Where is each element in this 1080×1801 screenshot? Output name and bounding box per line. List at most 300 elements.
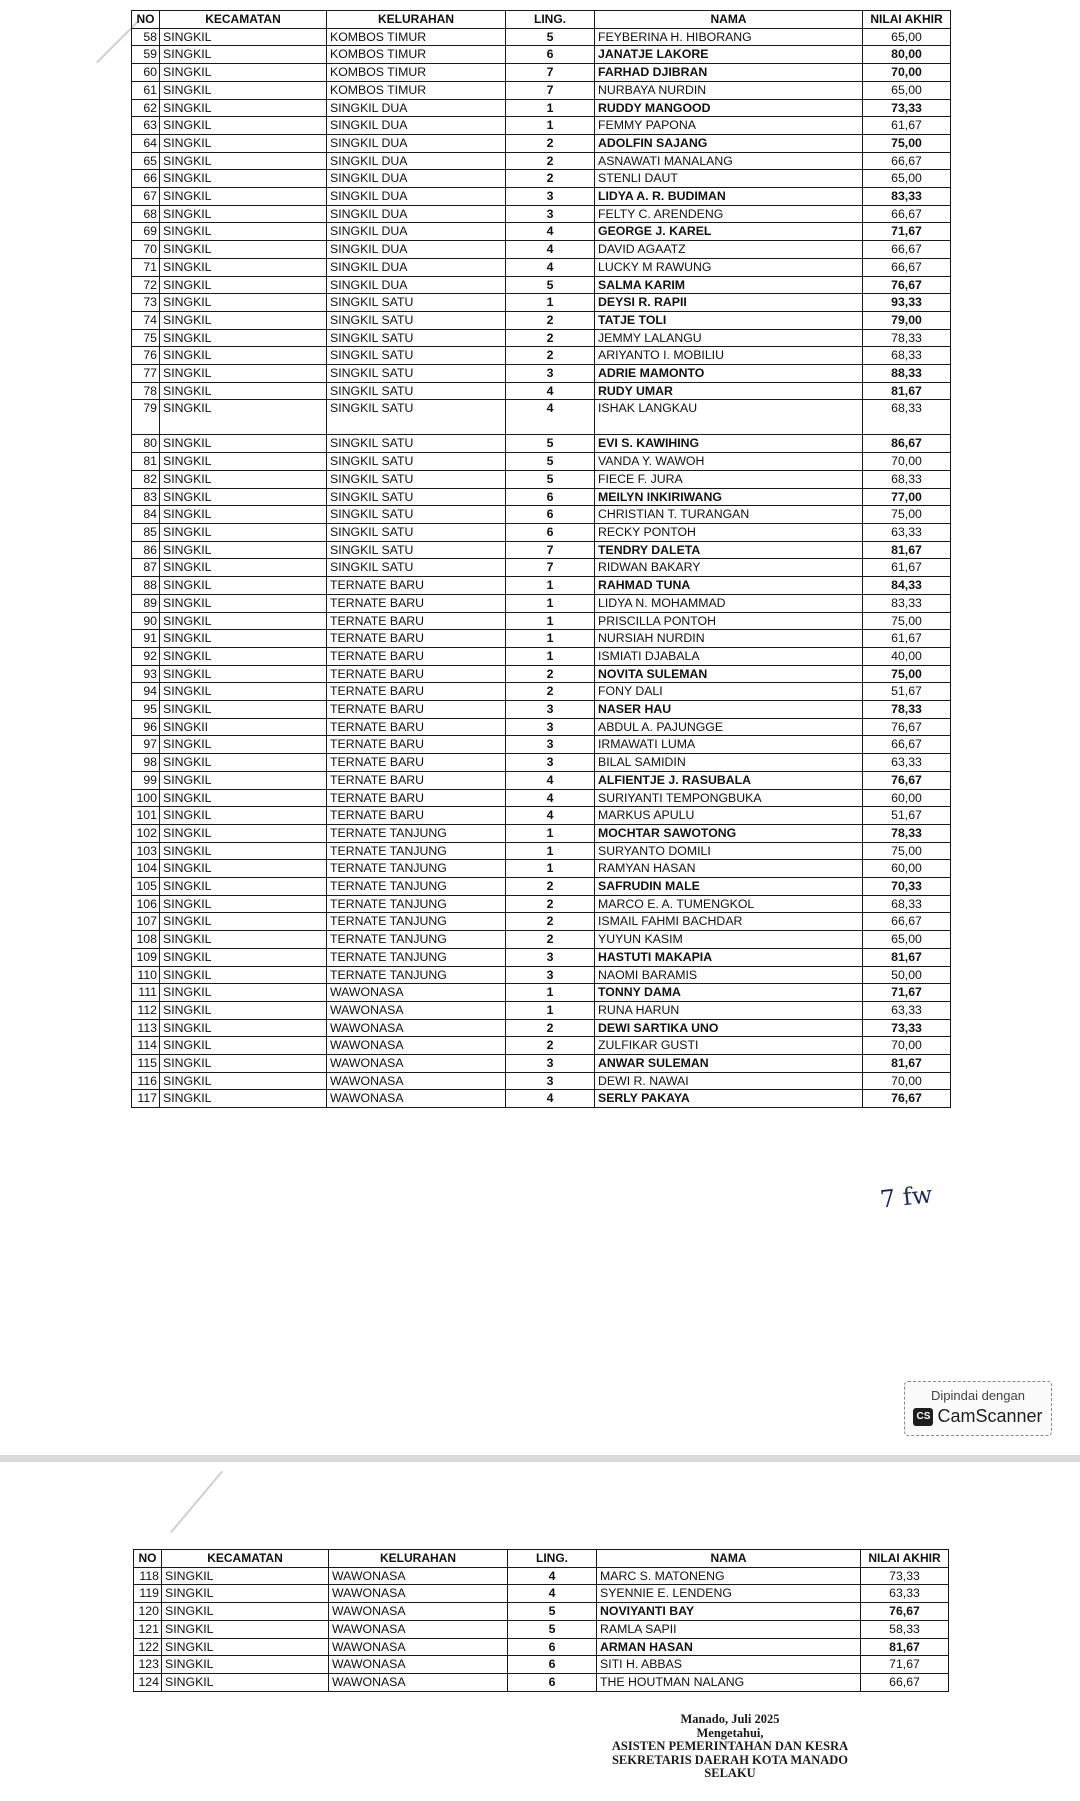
cell-ling: 1 xyxy=(506,1001,595,1019)
cell-no: 122 xyxy=(134,1638,162,1656)
cell-kelurahan: TERNATE BARU xyxy=(327,594,506,612)
cell-kelurahan: TERNATE TANJUNG xyxy=(327,842,506,860)
cell-no: 66 xyxy=(132,170,160,188)
cell-nama: EVI S. KAWIHING xyxy=(595,435,863,453)
cell-kecamatan: SINGKIL xyxy=(160,824,327,842)
cell-ling: 4 xyxy=(506,258,595,276)
cell-ling: 1 xyxy=(506,612,595,630)
cell-nama: NAOMI BARAMIS xyxy=(595,966,863,984)
table-row xyxy=(132,842,951,860)
table-row xyxy=(132,134,951,152)
cell-ling: 2 xyxy=(506,170,595,188)
cell-no: 115 xyxy=(132,1055,160,1073)
cell-kelurahan: SINGKIL DUA xyxy=(327,276,506,294)
scanned-page-2 xyxy=(0,1462,1080,1801)
col-ling: LING. xyxy=(506,11,595,29)
cell-kelurahan: KOMBOS TIMUR xyxy=(327,81,506,99)
table-row xyxy=(132,470,951,488)
cell-no: 77 xyxy=(132,365,160,383)
cell-no: 112 xyxy=(132,1001,160,1019)
cell-nama: FELTY C. ARENDENG xyxy=(595,205,863,223)
cell-kecamatan: SINGKII xyxy=(160,718,327,736)
cell-kecamatan: SINGKIL xyxy=(160,400,327,435)
cell-ling: 2 xyxy=(506,134,595,152)
cell-kecamatan: SINGKIL xyxy=(160,754,327,772)
table-row xyxy=(132,541,951,559)
cell-kecamatan: SINGKIL xyxy=(160,771,327,789)
cell-ling: 4 xyxy=(506,771,595,789)
cell-kecamatan: SINGKIL xyxy=(160,117,327,135)
table-row xyxy=(132,771,951,789)
cell-nama: TENDRY DALETA xyxy=(595,541,863,559)
cell-nama: FEYBERINA H. HIBORANG xyxy=(595,28,863,46)
cell-nilai: 70,00 xyxy=(863,1037,951,1055)
cell-kecamatan: SINGKIL xyxy=(160,223,327,241)
cell-ling: 3 xyxy=(506,1055,595,1073)
cell-nilai: 78,33 xyxy=(863,329,951,347)
cell-nama: MARC S. MATONENG xyxy=(597,1567,861,1585)
cell-nilai: 61,67 xyxy=(863,630,951,648)
cell-nama: TONNY DAMA xyxy=(595,984,863,1002)
cell-kelurahan: WAWONASA xyxy=(327,1072,506,1090)
cell-no: 93 xyxy=(132,665,160,683)
cell-kelurahan: SINGKIL DUA xyxy=(327,205,506,223)
cell-ling: 2 xyxy=(506,931,595,949)
cell-no: 105 xyxy=(132,878,160,896)
cell-nilai: 68,33 xyxy=(863,470,951,488)
cell-nilai: 76,67 xyxy=(863,718,951,736)
table-row xyxy=(132,117,951,135)
cell-ling: 6 xyxy=(506,506,595,524)
cell-kelurahan: WAWONASA xyxy=(327,1001,506,1019)
table-row xyxy=(132,81,951,99)
cell-nilai: 68,33 xyxy=(863,347,951,365)
table-header xyxy=(132,11,951,29)
footer-title-3: SELAKU xyxy=(704,1766,756,1780)
cell-kecamatan: SINGKIL xyxy=(162,1585,329,1603)
cell-no: 64 xyxy=(132,134,160,152)
cell-nilai: 76,67 xyxy=(863,276,951,294)
cell-kelurahan: SINGKIL SATU xyxy=(327,294,506,312)
cell-ling: 4 xyxy=(506,223,595,241)
cell-ling: 3 xyxy=(506,948,595,966)
cell-kecamatan: SINGKIL xyxy=(160,81,327,99)
cell-no: 88 xyxy=(132,577,160,595)
cell-no: 59 xyxy=(132,46,160,64)
cell-nama: RUDY UMAR xyxy=(595,382,863,400)
table-row xyxy=(132,258,951,276)
cell-nilai: 70,00 xyxy=(863,453,951,471)
cell-no: 70 xyxy=(132,241,160,259)
cell-kelurahan: TERNATE BARU xyxy=(327,789,506,807)
cell-kecamatan: SINGKIL xyxy=(160,948,327,966)
cell-nilai: 61,67 xyxy=(863,559,951,577)
cell-no: 103 xyxy=(132,842,160,860)
table-row xyxy=(132,1090,951,1108)
cell-no: 120 xyxy=(134,1603,162,1621)
cell-nama: MARKUS APULU xyxy=(595,807,863,825)
cell-nama: HASTUTI MAKAPIA xyxy=(595,948,863,966)
watermark-brand: CamScanner xyxy=(937,1406,1043,1426)
cell-ling: 3 xyxy=(506,701,595,719)
cell-kelurahan: SINGKIL DUA xyxy=(327,223,506,241)
table-row xyxy=(132,718,951,736)
cell-no: 82 xyxy=(132,470,160,488)
cell-kecamatan: SINGKIL xyxy=(160,170,327,188)
table-row xyxy=(132,1019,951,1037)
table-row xyxy=(134,1673,949,1691)
cell-ling: 5 xyxy=(508,1603,597,1621)
cell-nama: DAVID AGAATZ xyxy=(595,241,863,259)
cell-kecamatan: SINGKIL xyxy=(160,241,327,259)
cell-ling: 2 xyxy=(506,683,595,701)
cell-kelurahan: TERNATE BARU xyxy=(327,754,506,772)
cell-nama: FONY DALI xyxy=(595,683,863,701)
table-header xyxy=(134,1550,949,1568)
cell-nama: MARCO E. A. TUMENGKOL xyxy=(595,895,863,913)
cell-kelurahan: WAWONASA xyxy=(327,1037,506,1055)
table-row xyxy=(132,28,951,46)
cell-kelurahan: SINGKIL SATU xyxy=(327,488,506,506)
cell-nama: BILAL SAMIDIN xyxy=(595,754,863,772)
cell-no: 109 xyxy=(132,948,160,966)
cell-nama: RUDDY MANGOOD xyxy=(595,99,863,117)
cell-kecamatan: SINGKIL xyxy=(160,382,327,400)
cell-nilai: 70,00 xyxy=(863,1072,951,1090)
cell-kelurahan: SINGKIL SATU xyxy=(327,329,506,347)
cell-kecamatan: SINGKIL xyxy=(160,1090,327,1108)
table-row xyxy=(134,1567,949,1585)
cell-nama: NOVITA SULEMAN xyxy=(595,665,863,683)
table-row xyxy=(132,612,951,630)
table-row xyxy=(132,647,951,665)
cell-ling: 1 xyxy=(506,630,595,648)
cell-nama: ADOLFIN SAJANG xyxy=(595,134,863,152)
cell-nilai: 83,33 xyxy=(863,188,951,206)
cell-kelurahan: SINGKIL SATU xyxy=(327,382,506,400)
table-row xyxy=(132,630,951,648)
cell-ling: 1 xyxy=(506,594,595,612)
cell-kelurahan: TERNATE BARU xyxy=(327,736,506,754)
cell-nilai: 86,67 xyxy=(863,435,951,453)
cell-ling: 2 xyxy=(506,1037,595,1055)
cell-ling: 5 xyxy=(508,1620,597,1638)
cell-no: 108 xyxy=(132,931,160,949)
col-nama: NAMA xyxy=(597,1550,861,1568)
cell-no: 117 xyxy=(132,1090,160,1108)
cell-nama: ALFIENTJE J. RASUBALA xyxy=(595,771,863,789)
cell-kelurahan: TERNATE BARU xyxy=(327,683,506,701)
cell-kecamatan: SINGKIL xyxy=(160,984,327,1002)
cell-nilai: 76,67 xyxy=(863,771,951,789)
cell-ling: 3 xyxy=(506,205,595,223)
col-nilai: NILAI AKHIR xyxy=(863,11,951,29)
cell-kecamatan: SINGKIL xyxy=(162,1567,329,1585)
cell-kelurahan: TERNATE BARU xyxy=(327,701,506,719)
cell-no: 86 xyxy=(132,541,160,559)
cell-ling: 4 xyxy=(508,1567,597,1585)
table-row xyxy=(132,64,951,82)
cell-no: 116 xyxy=(132,1072,160,1090)
cell-kelurahan: TERNATE TANJUNG xyxy=(327,860,506,878)
cell-kecamatan: SINGKIL xyxy=(160,134,327,152)
cell-no: 94 xyxy=(132,683,160,701)
table-row xyxy=(132,506,951,524)
cell-ling: 5 xyxy=(506,28,595,46)
cell-nilai: 63,33 xyxy=(863,523,951,541)
cell-kecamatan: SINGKIL xyxy=(160,807,327,825)
cell-nilai: 83,33 xyxy=(863,594,951,612)
table-row xyxy=(134,1656,949,1674)
table-row xyxy=(132,329,951,347)
cell-nama: FARHAD DJIBRAN xyxy=(595,64,863,82)
cell-kecamatan: SINGKIL xyxy=(160,895,327,913)
table-row xyxy=(132,382,951,400)
cell-nama: SAFRUDIN MALE xyxy=(595,878,863,896)
cell-nilai: 50,00 xyxy=(863,966,951,984)
cell-kecamatan: SINGKIL xyxy=(160,276,327,294)
cell-kelurahan: TERNATE TANJUNG xyxy=(327,948,506,966)
table-row xyxy=(132,241,951,259)
cell-no: 84 xyxy=(132,506,160,524)
cell-kelurahan: SINGKIL DUA xyxy=(327,117,506,135)
table-row xyxy=(132,824,951,842)
cell-kecamatan: SINGKIL xyxy=(160,577,327,595)
cell-nama: SALMA KARIM xyxy=(595,276,863,294)
cell-nilai: 81,67 xyxy=(863,382,951,400)
cell-kecamatan: SINGKIL xyxy=(160,541,327,559)
cell-nama: MOCHTAR SAWOTONG xyxy=(595,824,863,842)
cell-ling: 7 xyxy=(506,541,595,559)
cell-nama: ZULFIKAR GUSTI xyxy=(595,1037,863,1055)
cell-ling: 7 xyxy=(506,64,595,82)
cell-nilai: 61,67 xyxy=(863,117,951,135)
cell-nilai: 65,00 xyxy=(863,931,951,949)
col-nama: NAMA xyxy=(595,11,863,29)
cell-kelurahan: SINGKIL DUA xyxy=(327,188,506,206)
cell-nama: ANWAR SULEMAN xyxy=(595,1055,863,1073)
cell-nilai: 75,00 xyxy=(863,665,951,683)
cell-kecamatan: SINGKIL xyxy=(160,64,327,82)
cell-nama: RECKY PONTOH xyxy=(595,523,863,541)
cell-ling: 5 xyxy=(506,470,595,488)
table-row xyxy=(132,807,951,825)
cell-ling: 1 xyxy=(506,824,595,842)
cell-kecamatan: SINGKIL xyxy=(160,294,327,312)
cell-nilai: 81,67 xyxy=(861,1638,949,1656)
cell-ling: 1 xyxy=(506,294,595,312)
cell-nama: GEORGE J. KAREL xyxy=(595,223,863,241)
cell-kelurahan: SINGKIL DUA xyxy=(327,258,506,276)
table-row xyxy=(132,99,951,117)
cell-kelurahan: SINGKIL DUA xyxy=(327,241,506,259)
cell-kecamatan: SINGKIL xyxy=(160,860,327,878)
cell-nama: RIDWAN BAKARY xyxy=(595,559,863,577)
cell-nama: ABDUL A. PAJUNGGE xyxy=(595,718,863,736)
cell-kecamatan: SINGKIL xyxy=(160,789,327,807)
cell-ling: 5 xyxy=(506,453,595,471)
cell-kecamatan: SINGKIL xyxy=(160,878,327,896)
cell-nama: SERLY PAKAYA xyxy=(595,1090,863,1108)
cell-kecamatan: SINGKIL xyxy=(160,1055,327,1073)
cell-nilai: 66,67 xyxy=(863,736,951,754)
cell-kelurahan: TERNATE TANJUNG xyxy=(327,824,506,842)
cell-ling: 1 xyxy=(506,647,595,665)
table-row xyxy=(132,205,951,223)
cell-nama: ADRIE MAMONTO xyxy=(595,365,863,383)
cell-kecamatan: SINGKIL xyxy=(160,28,327,46)
cell-ling: 7 xyxy=(506,559,595,577)
table-row xyxy=(132,931,951,949)
cell-kelurahan: SINGKIL SATU xyxy=(327,559,506,577)
table-row xyxy=(132,453,951,471)
cell-ling: 2 xyxy=(506,878,595,896)
cell-nama: RAMYAN HASAN xyxy=(595,860,863,878)
cell-kecamatan: SINGKIL xyxy=(160,1001,327,1019)
cell-no: 90 xyxy=(132,612,160,630)
table-row xyxy=(132,311,951,329)
cell-nilai: 75,00 xyxy=(863,842,951,860)
cell-no: 107 xyxy=(132,913,160,931)
cell-nilai: 40,00 xyxy=(863,647,951,665)
cell-nilai: 73,33 xyxy=(863,99,951,117)
cell-ling: 2 xyxy=(506,311,595,329)
cell-nama: FIECE F. JURA xyxy=(595,470,863,488)
cell-nilai: 51,67 xyxy=(863,683,951,701)
cell-kecamatan: SINGKIL xyxy=(160,506,327,524)
cell-no: 73 xyxy=(132,294,160,312)
cell-kecamatan: SINGKIL xyxy=(160,365,327,383)
cell-ling: 3 xyxy=(506,188,595,206)
cell-no: 99 xyxy=(132,771,160,789)
cell-kelurahan: SINGKIL DUA xyxy=(327,99,506,117)
cell-no: 83 xyxy=(132,488,160,506)
col-no: NO xyxy=(132,11,160,29)
cell-ling: 2 xyxy=(506,895,595,913)
cell-kelurahan: TERNATE BARU xyxy=(327,647,506,665)
cell-no: 97 xyxy=(132,736,160,754)
cell-nama: SYENNIE E. LENDENG xyxy=(597,1585,861,1603)
cell-ling: 2 xyxy=(506,665,595,683)
table-row xyxy=(132,170,951,188)
table-row xyxy=(132,347,951,365)
cell-no: 60 xyxy=(132,64,160,82)
cell-nama: SURYANTO DOMILI xyxy=(595,842,863,860)
cell-kelurahan: TERNATE BARU xyxy=(327,612,506,630)
signature-block xyxy=(600,1713,860,1781)
cell-nilai: 65,00 xyxy=(863,28,951,46)
table-row xyxy=(132,365,951,383)
table-row xyxy=(132,294,951,312)
cell-nama: PRISCILLA PONTOH xyxy=(595,612,863,630)
cell-ling: 6 xyxy=(508,1656,597,1674)
table-row xyxy=(134,1638,949,1656)
cell-nilai: 79,00 xyxy=(863,311,951,329)
cell-kecamatan: SINGKIL xyxy=(160,523,327,541)
cell-ling: 5 xyxy=(506,276,595,294)
cell-ling: 1 xyxy=(506,577,595,595)
cell-no: 61 xyxy=(132,81,160,99)
cell-ling: 2 xyxy=(506,152,595,170)
table-row xyxy=(134,1620,949,1638)
table-row xyxy=(132,594,951,612)
cell-kelurahan: TERNATE TANJUNG xyxy=(327,913,506,931)
cell-nilai: 66,67 xyxy=(863,241,951,259)
cell-kelurahan: TERNATE BARU xyxy=(327,807,506,825)
cell-ling: 2 xyxy=(506,1019,595,1037)
cell-no: 123 xyxy=(134,1656,162,1674)
cell-nama: NURSIAH NURDIN xyxy=(595,630,863,648)
cell-ling: 5 xyxy=(506,435,595,453)
table-row xyxy=(134,1585,949,1603)
cell-ling: 3 xyxy=(506,365,595,383)
cell-kelurahan: TERNATE BARU xyxy=(327,577,506,595)
cell-nilai: 66,67 xyxy=(863,913,951,931)
cell-ling: 1 xyxy=(506,860,595,878)
cell-kecamatan: SINGKIL xyxy=(160,1019,327,1037)
cell-no: 71 xyxy=(132,258,160,276)
cell-nilai: 84,33 xyxy=(863,577,951,595)
cell-no: 81 xyxy=(132,453,160,471)
cell-ling: 4 xyxy=(508,1585,597,1603)
cell-no: 72 xyxy=(132,276,160,294)
cell-kelurahan: SINGKIL DUA xyxy=(327,134,506,152)
cell-kelurahan: SINGKIL SATU xyxy=(327,400,506,435)
cell-kelurahan: KOMBOS TIMUR xyxy=(327,46,506,64)
cell-kelurahan: WAWONASA xyxy=(329,1585,508,1603)
table-row xyxy=(132,683,951,701)
cell-nama: DEWI R. NAWAI xyxy=(595,1072,863,1090)
cell-kecamatan: SINGKIL xyxy=(160,665,327,683)
cell-nilai: 66,67 xyxy=(861,1673,949,1691)
cell-kelurahan: SINGKIL SATU xyxy=(327,541,506,559)
cell-nama: DEWI SARTIKA UNO xyxy=(595,1019,863,1037)
cell-no: 118 xyxy=(134,1567,162,1585)
cell-nilai: 93,33 xyxy=(863,294,951,312)
cell-nama: ARMAN HASAN xyxy=(597,1638,861,1656)
cell-nilai: 77,00 xyxy=(863,488,951,506)
cell-nama: JEMMY LALANGU xyxy=(595,329,863,347)
cell-kelurahan: WAWONASA xyxy=(327,1055,506,1073)
cell-nilai: 70,00 xyxy=(863,64,951,82)
cell-kecamatan: SINGKIL xyxy=(162,1638,329,1656)
cell-ling: 6 xyxy=(508,1673,597,1691)
cell-nilai: 75,00 xyxy=(863,612,951,630)
cell-kelurahan: TERNATE BARU xyxy=(327,718,506,736)
cell-kecamatan: SINGKIL xyxy=(162,1673,329,1691)
cell-kecamatan: SINGKIL xyxy=(162,1620,329,1638)
cell-kecamatan: SINGKIL xyxy=(160,736,327,754)
cell-kelurahan: WAWONASA xyxy=(329,1620,508,1638)
cell-no: 121 xyxy=(134,1620,162,1638)
cell-no: 65 xyxy=(132,152,160,170)
table-row xyxy=(132,665,951,683)
cell-nama: LIDYA A. R. BUDIMAN xyxy=(595,188,863,206)
cell-kecamatan: SINGKIL xyxy=(160,630,327,648)
cell-ling: 7 xyxy=(506,81,595,99)
table-row xyxy=(132,152,951,170)
table-row xyxy=(132,188,951,206)
cell-kecamatan: SINGKIL xyxy=(160,46,327,64)
cell-nama: JANATJE LAKORE xyxy=(595,46,863,64)
cell-kecamatan: SINGKIL xyxy=(160,913,327,931)
table-row xyxy=(132,1001,951,1019)
cell-nilai: 75,00 xyxy=(863,506,951,524)
cell-nilai: 65,00 xyxy=(863,170,951,188)
cell-nilai: 88,33 xyxy=(863,365,951,383)
cell-ling: 1 xyxy=(506,99,595,117)
cell-kecamatan: SINGKIL xyxy=(160,594,327,612)
